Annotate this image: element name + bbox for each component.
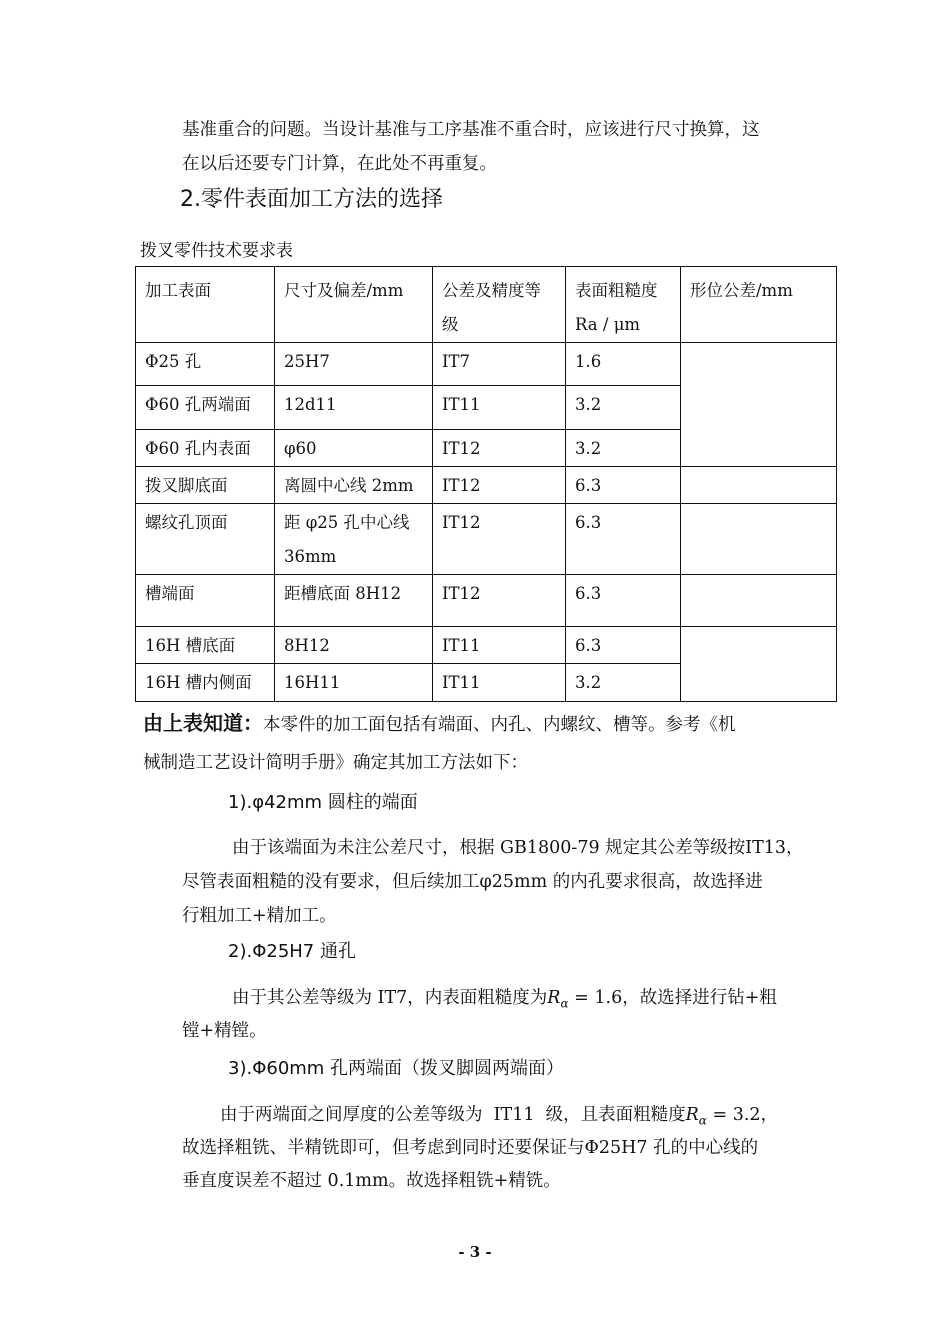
header-cell: 加工表面 bbox=[136, 267, 275, 343]
roughness-value: = 3.2 bbox=[706, 1105, 761, 1125]
table-cell: 1.6 bbox=[566, 343, 681, 386]
table-cell: 距槽底面 8H12 bbox=[275, 575, 433, 627]
header-cell: 公差及精度等级 bbox=[433, 267, 566, 343]
table-row bbox=[136, 627, 837, 664]
section-title: 2.零件表面加工方法的选择 bbox=[180, 187, 443, 212]
item-3-line-1-post: ， bbox=[760, 1105, 779, 1125]
table-cell-empty bbox=[681, 575, 837, 627]
table-cell: IT12 bbox=[433, 467, 566, 504]
table-cell: 12d11 bbox=[275, 386, 433, 430]
table-cell: 8H12 bbox=[275, 627, 433, 664]
table-cell: 螺纹孔顶面 bbox=[136, 504, 275, 575]
item-1-line-1: 由于该端面为未注公差尺寸，根据 GB1800-79 规定其公差等级按IT13， bbox=[232, 838, 804, 858]
summary-lead: 由上表知道： bbox=[143, 711, 263, 735]
table-row bbox=[136, 504, 837, 575]
table-cell: 3.2 bbox=[566, 430, 681, 467]
table-cell: IT12 bbox=[433, 504, 566, 575]
summary-text-1: 本零件的加工面包括有端面、内孔、内螺纹、槽等。参考《机 bbox=[263, 715, 736, 735]
header-cell: 表面粗糙度Ra / μm bbox=[566, 267, 681, 343]
table-caption: 拨叉零件技术要求表 bbox=[140, 241, 293, 261]
table-row bbox=[136, 343, 837, 386]
table-cell: 离圆中心线 2mm bbox=[275, 467, 433, 504]
table-cell: φ60 bbox=[275, 430, 433, 467]
summary-line-1 bbox=[143, 706, 736, 742]
table-cell: 16H 槽底面 bbox=[136, 627, 275, 664]
table-cell: 16H 槽内侧面 bbox=[136, 664, 275, 702]
table-cell: IT7 bbox=[433, 343, 566, 386]
table-cell: IT11 bbox=[433, 627, 566, 664]
item-3-line-1-pre: 由于两端面之间厚度的公差等级为 IT11 级，且表面粗糙度 bbox=[220, 1105, 686, 1125]
table-cell: 槽端面 bbox=[136, 575, 275, 627]
item-2-line-2: 镗+精镗。 bbox=[182, 1021, 267, 1041]
table-cell: 6.3 bbox=[566, 575, 681, 627]
summary-line-2: 械制造工艺设计简明手册》确定其加工方法如下： bbox=[143, 753, 528, 773]
roughness-subscript: α bbox=[698, 1113, 707, 1128]
table-cell: IT11 bbox=[433, 664, 566, 702]
table-cell: 3.2 bbox=[566, 664, 681, 702]
table-cell: 3.2 bbox=[566, 386, 681, 430]
table-cell: 6.3 bbox=[566, 504, 681, 575]
intro-line-1: 基准重合的问题。当设计基准与工序基准不重合时，应该进行尺寸换算，这 bbox=[182, 120, 760, 140]
table-cell: Φ60 孔两端面 bbox=[136, 386, 275, 430]
item-2-title: 2).Φ25H7 通孔 bbox=[228, 941, 356, 962]
roughness-symbol: R bbox=[547, 988, 561, 1008]
table-cell-empty bbox=[681, 343, 837, 467]
table-cell-empty bbox=[681, 504, 837, 575]
item-2-line-1-pre: 由于其公差等级为 IT7，内表面粗糙度为 bbox=[232, 988, 548, 1008]
requirements-table bbox=[135, 266, 837, 702]
table-cell: 6.3 bbox=[566, 627, 681, 664]
table-cell-empty bbox=[681, 627, 837, 702]
header-cell: 尺寸及偏差/mm bbox=[275, 267, 433, 343]
page-number: - 3 - bbox=[458, 1243, 492, 1261]
roughness-subscript: α bbox=[560, 996, 569, 1011]
table-cell: IT12 bbox=[433, 575, 566, 627]
roughness-symbol: R bbox=[685, 1105, 699, 1125]
table-header-row bbox=[136, 267, 837, 343]
roughness-value: = 1.6 bbox=[568, 988, 623, 1008]
table-cell: 25H7 bbox=[275, 343, 433, 386]
table-cell: IT11 bbox=[433, 386, 566, 430]
table-cell: Φ60 孔内表面 bbox=[136, 430, 275, 467]
item-1-title: 1).φ42mm 圆柱的端面 bbox=[228, 792, 418, 813]
item-3-line-2: 故选择粗铣、半精铣即可，但考虑到同时还要保证与Φ25H7 孔的中心线的 bbox=[182, 1138, 759, 1158]
table-row bbox=[136, 467, 837, 504]
table-cell: 16H11 bbox=[275, 664, 433, 702]
item-1-line-3: 行粗加工+精加工。 bbox=[182, 906, 337, 926]
table-cell: IT12 bbox=[433, 430, 566, 467]
table-cell-empty bbox=[681, 467, 837, 504]
item-3-title: 3).Φ60mm 孔两端面（拨叉脚圆两端面） bbox=[228, 1058, 565, 1079]
table-row bbox=[136, 575, 837, 627]
table-cell: 6.3 bbox=[566, 467, 681, 504]
item-2-line-1-post: ，故选择进行钻+粗 bbox=[622, 988, 777, 1008]
item-3-line-3: 垂直度误差不超过 0.1mm。故选择粗铣+精铣。 bbox=[182, 1171, 561, 1191]
item-2-line-1 bbox=[232, 981, 777, 1021]
intro-line-2: 在以后还要专门计算，在此处不再重复。 bbox=[182, 154, 497, 174]
item-1-line-2: 尽管表面粗糙的没有要求，但后续加工φ25mm 的内孔要求很高，故选择进 bbox=[182, 872, 763, 892]
table-cell: 距 φ25 孔中心线 36mm bbox=[275, 504, 433, 575]
header-cell: 形位公差/mm bbox=[681, 267, 837, 343]
table-cell: 拨叉脚底面 bbox=[136, 467, 275, 504]
table-cell: Φ25 孔 bbox=[136, 343, 275, 386]
